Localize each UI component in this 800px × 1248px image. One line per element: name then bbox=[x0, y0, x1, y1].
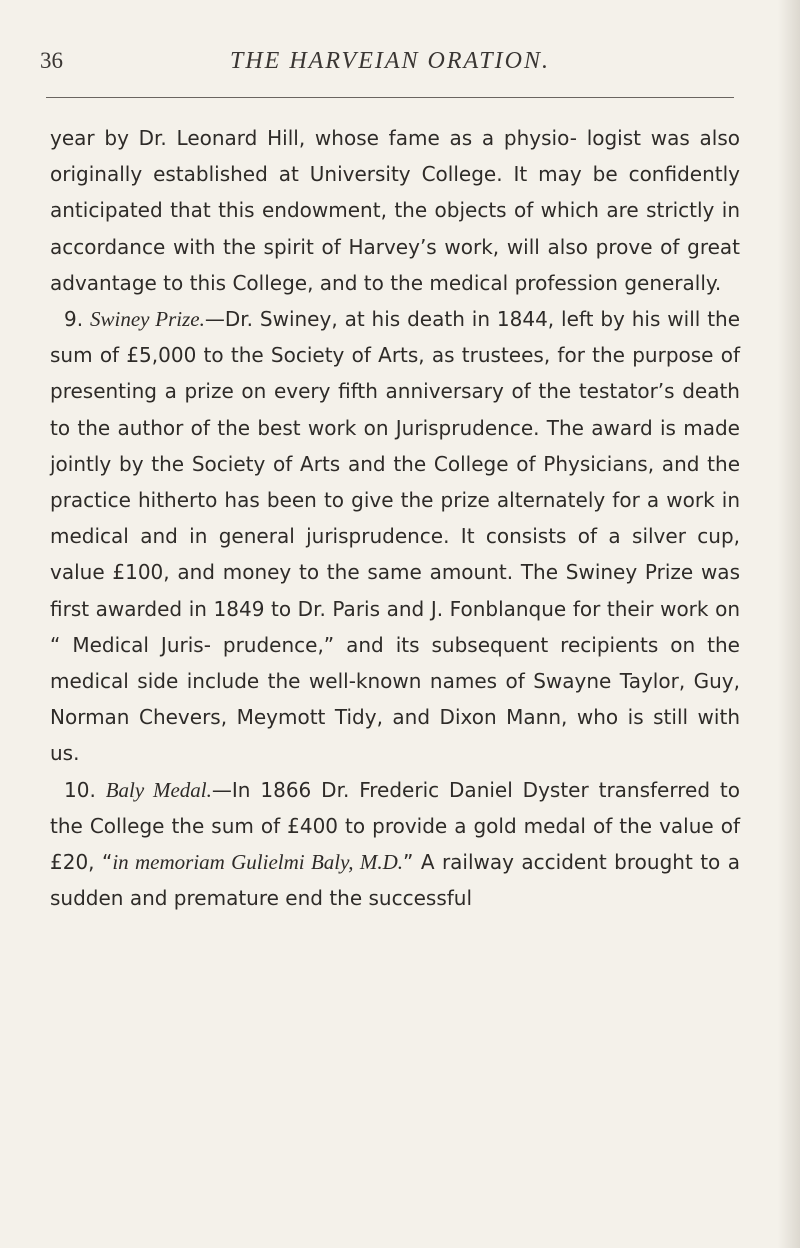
item-number: 10. bbox=[64, 777, 96, 802]
page-edge-shadow bbox=[778, 0, 800, 1248]
paragraph-text: ” A railway accident brought to a sudden and premature end the successful bbox=[50, 850, 740, 911]
latin-inscription: in memoriam Gulielmi Baly, M.D. bbox=[112, 850, 404, 875]
section-heading: Baly Medal. bbox=[105, 777, 212, 802]
running-title: THE HARVEIAN ORATION. bbox=[230, 48, 550, 74]
paragraph-text: —In 1866 Dr. Frederic Daniel Dyster transferred to the College the sum of £400 to provide a gold medal of the value of £20, “ bbox=[50, 777, 740, 875]
item-number: 9. bbox=[64, 307, 84, 332]
section-heading: Swiney Prize. bbox=[90, 307, 205, 332]
paragraph-text: year by Dr. Leonard Hill, whose fame as a physio- logist was also originally established at University College. It may be confidently anticipated that this endowment, the objects of which are strictly in accordance with the spirit of Harvey’s work, will also prove of great advantage to this College, and to the medical profession generally. bbox=[50, 126, 740, 295]
paragraph-text: —Dr. Swiney, at his death in 1844, left by his will the sum of £5,000 to the Society of Arts, as trustees, for the purpose of presenting a prize on every fifth anniversary of the testator’s death to the author of the best work on Jurisprudence. The award is made jointly by the Society of Arts and the College of Physicians, and the practice hitherto has been to give the prize alternately for a work in medical and in general jurisprudence. It consists of a silver cup, value £100, and money to the same amount. The Swiney Prize was first awarded in 1849 to Dr. Paris and J. Fonblanque for their work on “ Medical Juris- prudence,” and its subsequent recipients on the medical side include the well-known names of Swayne Taylor, Guy, Norman Chevers, Meymott Tidy, and Dixon Mann, who is still with us. bbox=[50, 307, 741, 766]
paragraph-baly-medal bbox=[50, 772, 740, 917]
header-rule bbox=[46, 97, 734, 98]
paragraph-swiney-prize bbox=[50, 301, 740, 772]
page-number: 36 bbox=[40, 48, 63, 73]
body-text bbox=[50, 120, 740, 916]
running-head bbox=[40, 48, 730, 88]
paragraph-harvey-endowment bbox=[50, 120, 740, 301]
